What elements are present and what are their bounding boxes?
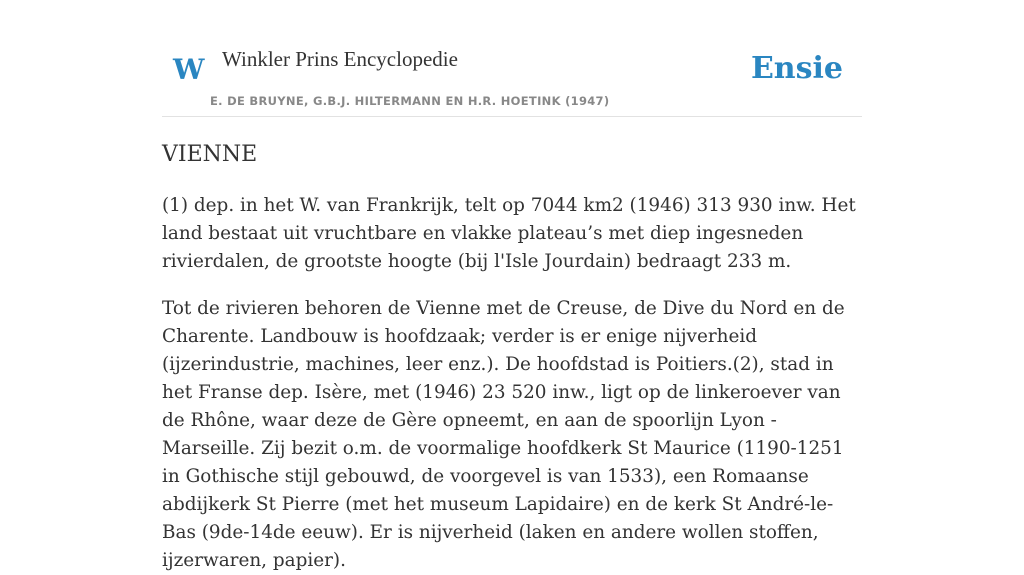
encyclopedia-authors: E. DE BRUYNE, G.B.J. HILTERMANN EN H.R. HOETINK (1947) — [210, 94, 610, 108]
article-paragraph: (1) dep. in het W. van Frankrijk, telt op 7044 km2 (1946) 313 930 inw. Het land bestaat uit vruchtbare en vlakke plateau’s met diep ingesneden rivierdalen, de grootste hoogte (bij l'Isle Jourdain) bedraagt 233 m. — [162, 195, 856, 272]
article — [162, 138, 862, 575]
article-title: VIENNE — [162, 142, 258, 167]
site-header — [162, 0, 862, 117]
winkler-prins-logo[interactable]: W — [173, 53, 205, 86]
article-paragraph: Tot de rivieren behoren de Vienne met de Creuse, de Dive du Nord en de Charente. Landbouw is hoofdzaak; verder is er enige nijverheid (ijzerindustrie, machines, leer enz.). De hoofdstad is Poitiers.(2), stad in het Franse dep. Isère, met (1946) 23 520 inw., ligt op de linkeroever van de Rhône, waar deze de Gère opneemt, en aan de spoorlijn Lyon - Marseille. Zij bezit o.m. de voormalige hoofdkerk St Maurice (1190-1251 in Gothische stijl gebouwd, de voorgevel is van 1533), een Romaanse abdijkerk St Pierre (met het museum Lapidaire) en de kerk St André-le-Bas (9de-14de eeuw). Er is nijverheid (laken en andere wollen stoffen, ijzerwaren, papier). — [162, 298, 845, 571]
ensie-logo-link[interactable]: Ensie — [750, 51, 843, 86]
encyclopedia-title[interactable]: Winkler Prins Encyclopedie — [222, 47, 458, 71]
